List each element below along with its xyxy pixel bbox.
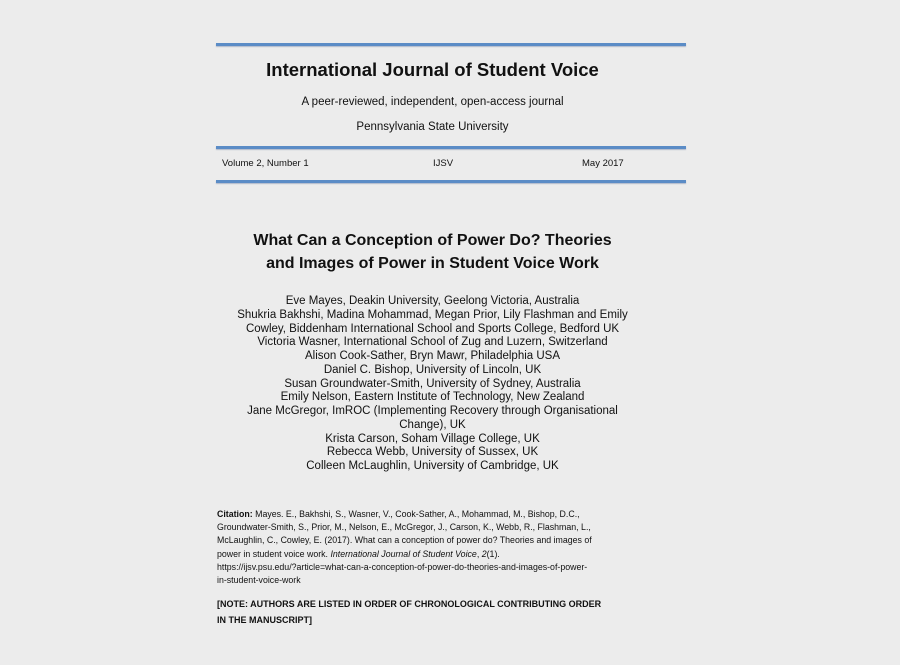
issue-info-bar: [222, 158, 627, 172]
article-title-line: and Images of Power in Student Voice Work: [266, 255, 599, 272]
author-line: Rebecca Webb, University of Sussex, UK: [326, 446, 539, 459]
issue-volume: Volume 2, Number 1: [222, 158, 309, 169]
citation-text: ,: [476, 548, 482, 559]
author-line: Change), UK: [399, 418, 466, 431]
author-order-note: [217, 596, 657, 628]
top-rule: [216, 43, 686, 46]
article-title-line: What Can a Conception of Power Do? Theories: [253, 232, 612, 249]
citation-line: Groundwater-Smith, S., Prior, M., Nelson, E., McGregor, J., Carson, K., Webb, R., Flashman, L.,: [217, 522, 591, 533]
issue-top-rule: [216, 146, 686, 149]
citation-url: in-student-voice-work: [217, 575, 301, 586]
citation-block: [217, 508, 652, 587]
note-line: [NOTE: AUTHORS ARE LISTED IN ORDER OF CHRONOLOGICAL CONTRIBUTING ORDER: [217, 599, 602, 609]
author-line: Colleen McLaughlin, University of Cambridge, UK: [306, 460, 559, 472]
citation-text: (1).: [486, 548, 500, 559]
journal-title: International Journal of Student Voice: [266, 59, 599, 80]
citation-text: Mayes. E., Bakhshi, S., Wasner, V., Cook-Sather, A., Mohammad, M., Bishop, D.C.,: [252, 509, 580, 519]
journal-abbreviation: IJSV: [433, 158, 454, 169]
citation-line: [217, 548, 652, 561]
article-title: [0, 229, 865, 275]
citation-line: [217, 508, 652, 521]
citation-label: Citation:: [217, 509, 253, 519]
author-list: [0, 295, 865, 474]
journal-institution: Pennsylvania State University: [356, 121, 509, 133]
issue-bottom-rule: [216, 180, 686, 183]
citation-volume: 2: [481, 548, 487, 559]
author-line: Jane McGregor, ImROC (Implementing Recovery through Organisational: [247, 405, 618, 417]
citation-journal: International Journal of Student Voice: [330, 548, 477, 559]
author-line: Victoria Wasner, International School of Zug and Luzern, Switzerland: [257, 336, 608, 349]
citation-text: power in student voice work.: [217, 548, 331, 559]
author-line: Eve Mayes, Deakin University, Geelong Victoria, Australia: [285, 295, 580, 307]
note-line: IN THE MANUSCRIPT]: [217, 615, 312, 625]
author-line: Daniel C. Bishop, University of Lincoln, UK: [323, 363, 542, 376]
author-line: Cowley, Biddenham International School and Sports College, Bedford UK: [245, 322, 620, 335]
author-line: Emily Nelson, Eastern Institute of Technology, New Zealand: [280, 391, 585, 404]
author-line: Shukria Bakhshi, Madina Mohammad, Megan Prior, Lily Flashman and Emily: [237, 308, 628, 321]
journal-tagline: A peer-reviewed, independent, open-access journal: [301, 96, 564, 108]
author-line: Alison Cook-Sather, Bryn Mawr, Philadelphia USA: [304, 350, 561, 362]
author-line: Susan Groundwater-Smith, University of Sydney, Australia: [284, 377, 581, 390]
issue-date: May 2017: [582, 158, 624, 169]
citation-line: McLaughlin, C., Cowley, E. (2017). What can a conception of power do? Theories and images of: [217, 535, 592, 546]
citation-url: https://ijsv.psu.edu/?article=what-can-a-conception-of-power-do-theories-and-images-of-power-: [217, 561, 588, 572]
author-line: Krista Carson, Soham Village College, UK: [325, 432, 540, 445]
